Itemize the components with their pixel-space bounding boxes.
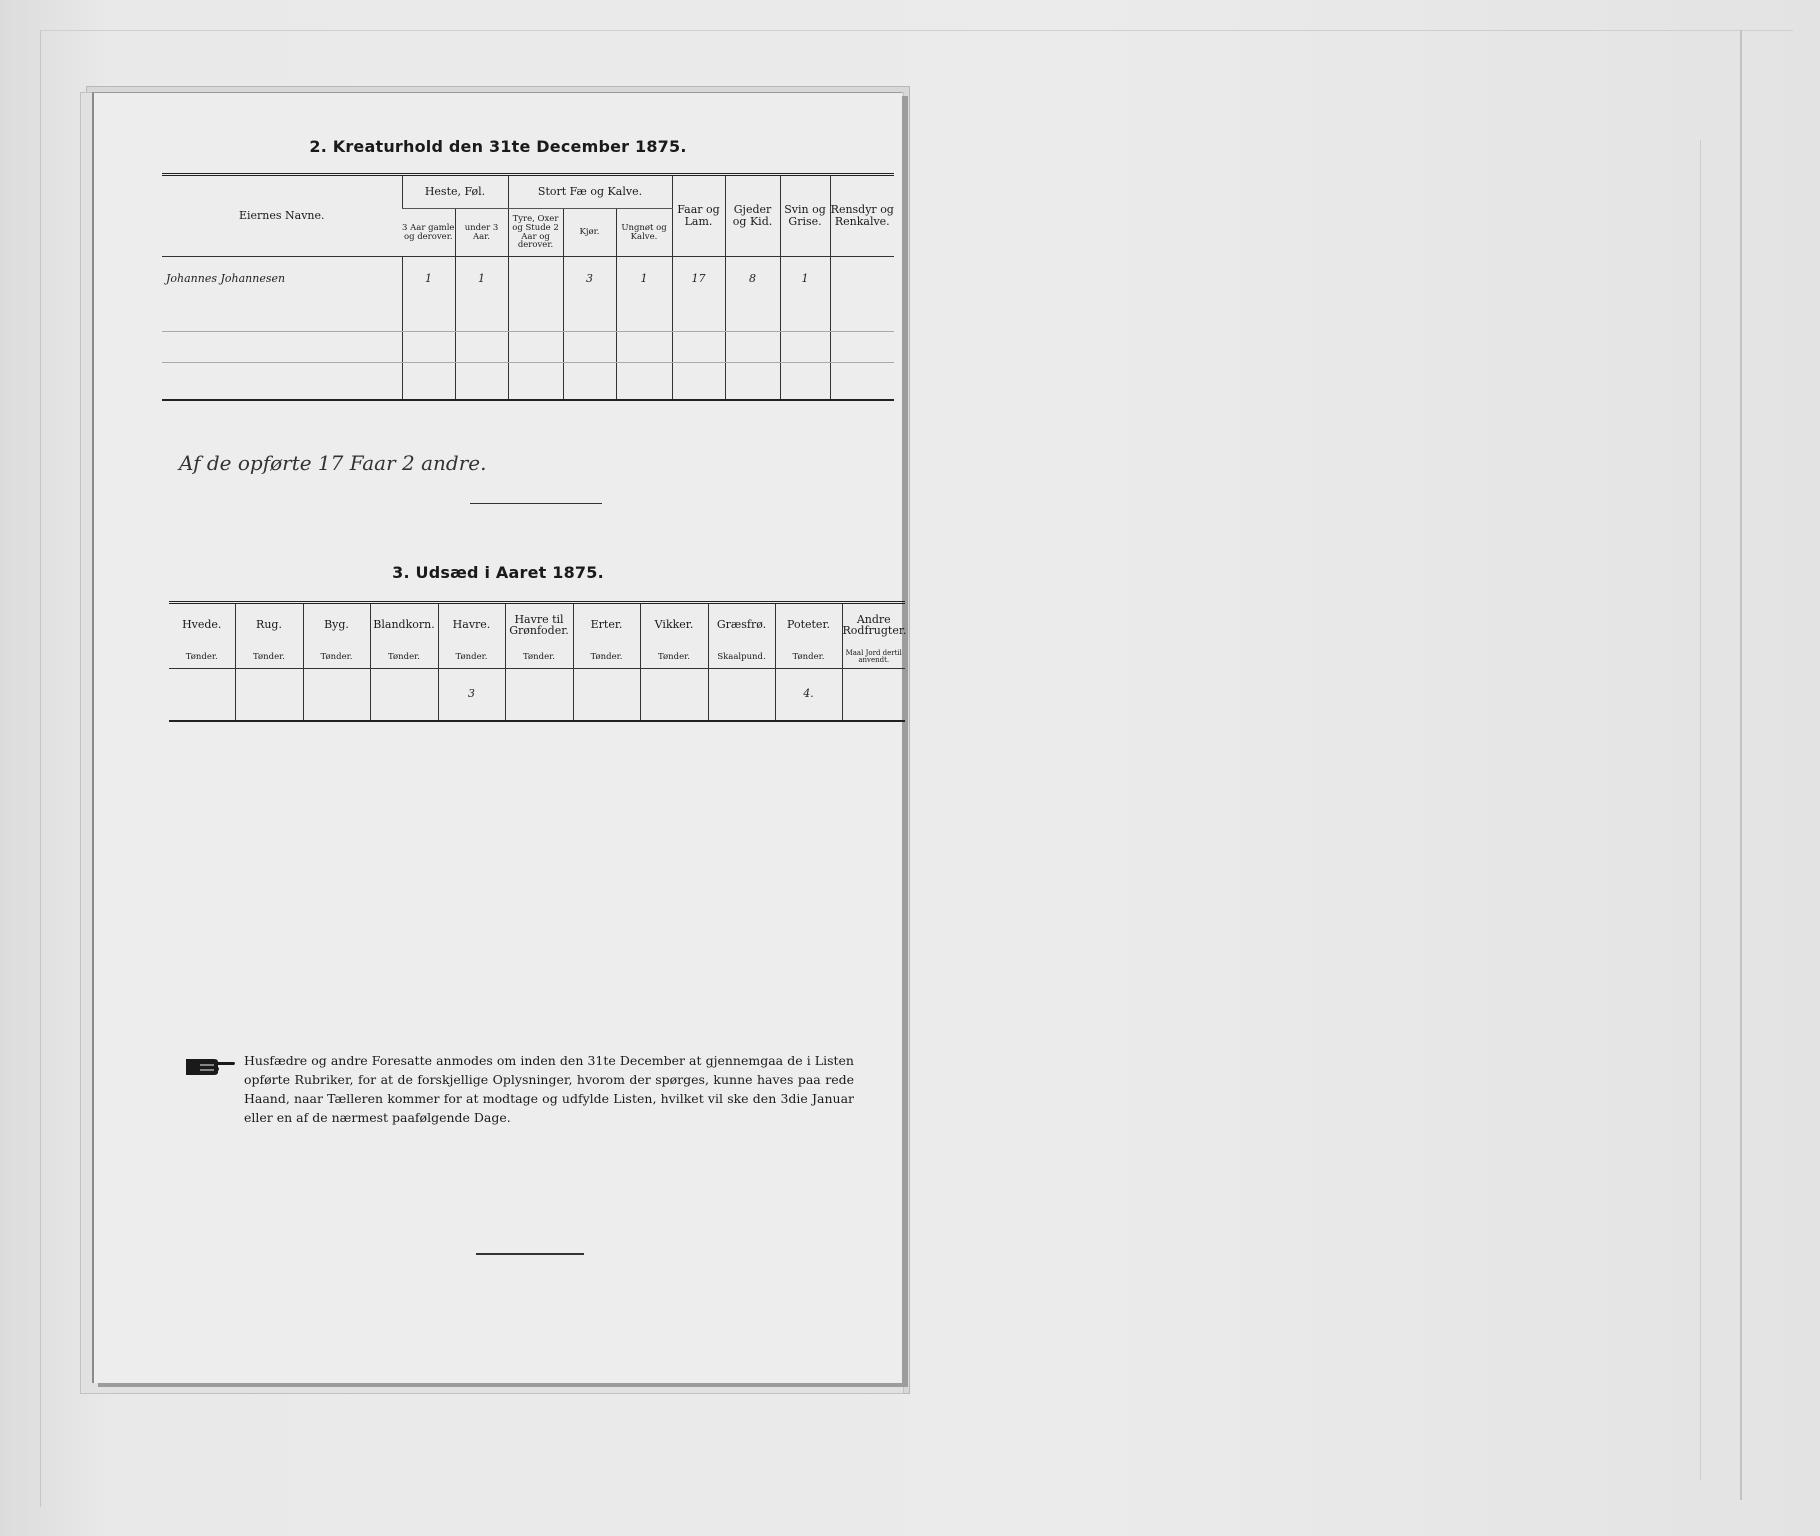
sheep-value: 17	[672, 257, 725, 301]
reindeer-value	[830, 257, 894, 301]
blank-row	[162, 362, 894, 400]
bulls-value	[508, 257, 563, 301]
wheat-unit: Tønder.	[185, 651, 218, 662]
livestock-table	[162, 173, 894, 401]
barley-value	[303, 669, 370, 721]
pointing-hand-icon	[184, 1053, 236, 1079]
wheat-header: Hvede.	[182, 618, 222, 632]
barley-header: Byg.	[303, 603, 370, 647]
bottom-divider-rule	[476, 1253, 584, 1255]
archive-edge-rule	[1740, 30, 1742, 1500]
section-2-title: 2. Kreaturhold den 31te December 1875.	[309, 137, 687, 156]
potatoes-unit: Tønder.	[775, 647, 842, 669]
potatoes-header: Poteter.	[775, 603, 842, 647]
young-cattle-header: Ungnøt og Kalve.	[616, 209, 672, 257]
owner-name: Johannes Johannesen	[166, 271, 286, 285]
section-3-title: 3. Udsæd i Aaret 1875.	[392, 563, 604, 582]
cattle-header: Stort Fæ og Kalve.	[508, 175, 672, 209]
young-cattle-value: 1	[616, 257, 672, 301]
peas-value	[573, 669, 640, 721]
green-fodder-oats-header: Havre til Grønfoder.	[505, 603, 573, 647]
cows-header: Kjør.	[563, 209, 616, 257]
divider-rule	[470, 503, 602, 504]
horses-young-value: 1	[455, 257, 508, 301]
archive-inner-rule	[1700, 140, 1701, 1480]
handwritten-note: Af de opførte 17 Faar 2 andre.	[179, 451, 487, 475]
rye-unit: Tønder.	[235, 647, 303, 669]
mixed-grain-value	[370, 669, 438, 721]
horses-old-header: 3 Aar gamle og derover.	[402, 222, 455, 242]
green-fodder-oats-unit: Tønder.	[505, 647, 573, 669]
grass-seed-header: Græsfrø.	[708, 603, 775, 647]
pigs-value: 1	[780, 257, 830, 301]
oats-value: 3	[438, 669, 505, 721]
other-roots-header: Andre Rodfrugter.	[842, 603, 905, 647]
oats-header: Havre.	[438, 603, 505, 647]
instructions-notice: Husfædre og andre Foresatte anmodes om inden den 31te December at gjennemgaa de i Listen opførte Rubriker, for at de forskjellige Oplysninger, hvorom der spørges, kunne haves paa rede Haand, naar Tælleren kommer for at modtage og udfylde Listen, hvilket vil ske den 3die Januar eller en af de nærmest paafølgende Dage.	[244, 1053, 854, 1125]
grass-seed-unit: Skaalpund.	[708, 647, 775, 669]
vetch-unit: Tønder.	[640, 647, 708, 669]
goats-value: 8	[725, 257, 780, 301]
horses-header: Heste, Føl.	[402, 175, 508, 209]
sowing-table	[169, 601, 905, 722]
mixed-grain-header: Blandkorn.	[370, 603, 438, 647]
wheat-value	[169, 669, 235, 721]
goats-header: Gjeder og Kid.	[725, 175, 780, 257]
green-fodder-oats-value	[505, 669, 573, 721]
oats-unit: Tønder.	[438, 647, 505, 669]
horses-old-value: 1	[402, 257, 455, 301]
vetch-header: Vikker.	[640, 603, 708, 647]
bulls-header: Tyre, Oxer og Stude 2 Aar og derover.	[508, 209, 563, 257]
reindeer-header: Rensdyr og Renkalve.	[830, 175, 894, 257]
sheep-header: Faar og Lam.	[672, 175, 725, 257]
barley-unit: Tønder.	[303, 647, 370, 669]
blank-row	[162, 331, 894, 362]
peas-unit: Tønder.	[573, 647, 640, 669]
vetch-value	[640, 669, 708, 721]
mixed-grain-unit: Tønder.	[370, 647, 438, 669]
pigs-header: Svin og Grise.	[780, 175, 830, 257]
owner-header: Eiernes Navne.	[238, 209, 325, 223]
rye-header: Rug.	[235, 603, 303, 647]
rye-value	[235, 669, 303, 721]
census-form-page	[92, 92, 907, 1383]
cows-value: 3	[563, 257, 616, 301]
other-roots-value	[842, 669, 905, 721]
horses-young-header: under 3 Aar.	[455, 209, 508, 257]
potatoes-value: 4.	[775, 669, 842, 721]
grass-seed-value	[708, 669, 775, 721]
blank-row	[162, 301, 894, 332]
other-roots-unit: Maal Jord dertil anvendt.	[842, 647, 905, 669]
peas-header: Erter.	[573, 603, 640, 647]
